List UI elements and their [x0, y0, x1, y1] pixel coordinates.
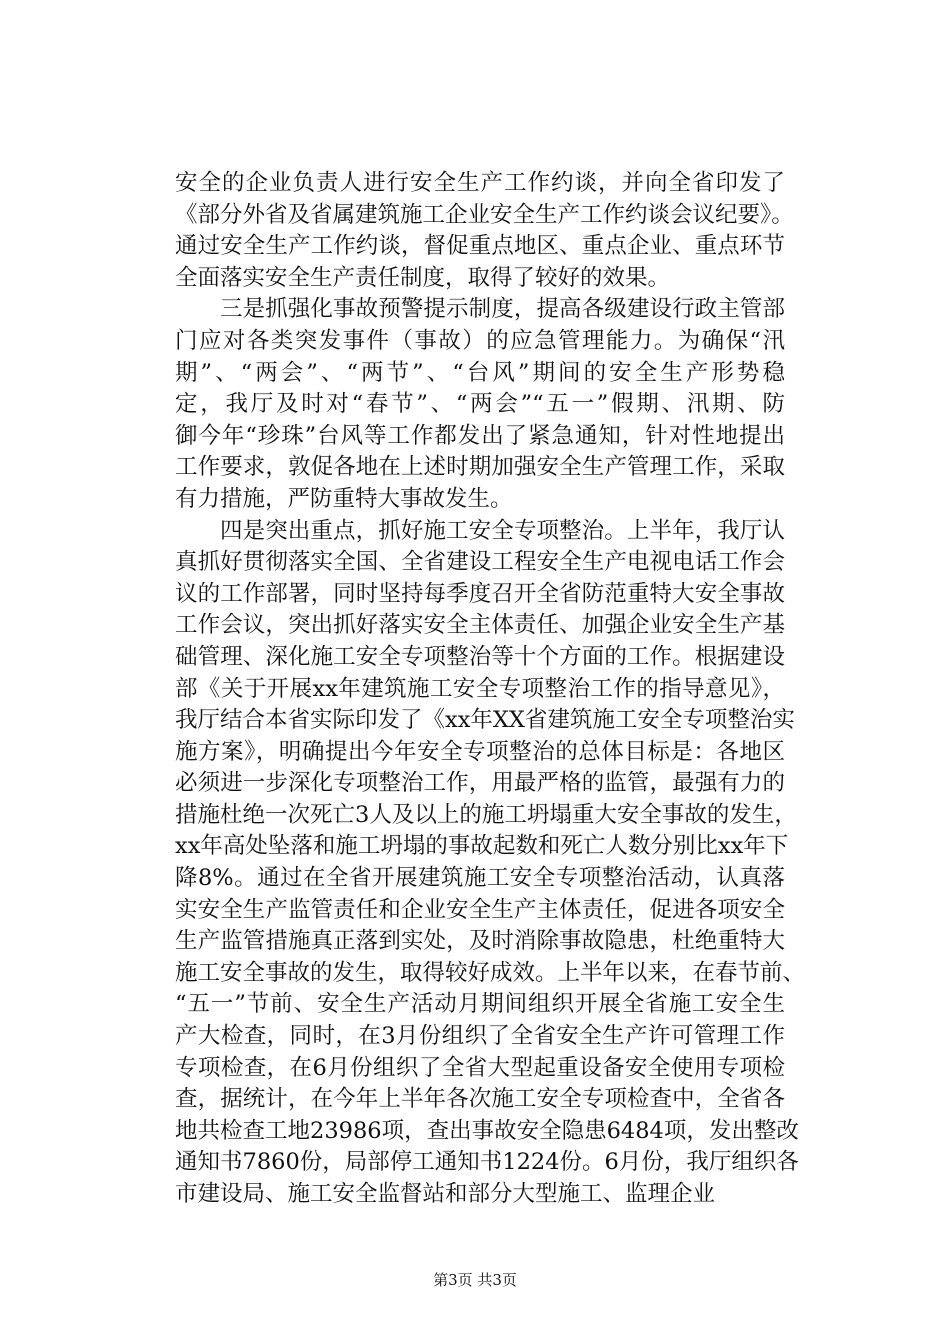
text-line: 御今年“珍珠”台风等工作都发出了紧急通知，针对性地提出 [175, 422, 785, 449]
text-line: 实安全生产监管责任和企业安全生产主体责任，促进各项安全 [175, 896, 785, 923]
text-line: “五一”节前、安全生产活动月期间组织开展全省施工安全生 [175, 991, 785, 1018]
text-line: 施工安全事故的发生，取得较好成效。上半年以来，在春节前、 [175, 959, 806, 986]
text-line: 专项检查，在6月份组织了全省大型起重设备安全使用专项检 [175, 1054, 785, 1081]
text-line: 降8%。通过在全省开展建筑施工安全专项整治活动，认真落 [175, 865, 785, 892]
text-line: 我厅结合本省实际印发了《xx年XX省建筑施工安全专项整治实 [175, 707, 795, 734]
paragraph-start-line: 三是抓强化事故预警提示制度，提高各级建设行政主管部 [220, 296, 785, 323]
text-line: 议的工作部署，同时坚持每季度召开全省防范重特大安全事故 [175, 580, 785, 607]
text-line: 全面落实安全生产责任制度，取得了较好的效果。 [175, 264, 671, 291]
text-line: 查，据统计，在今年上半年各次施工安全专项检查中，全省各 [175, 1086, 785, 1113]
text-line: 通知书7860份，局部停工通知书1224份。6月份，我厅组织各 [175, 1149, 799, 1176]
text-line: 门应对各类突发事件（事故）的应急管理能力。为确保“汛 [175, 327, 785, 354]
text-line: 有力措施，严防重特大事故发生。 [175, 485, 513, 512]
text-line: 通过安全生产工作约谈，督促重点地区、重点企业、重点环节 [175, 233, 785, 260]
text-line: 《部分外省及省属建筑施工企业安全生产工作约谈会议纪要》。 [175, 201, 794, 228]
text-line: 期”、“两会”、“两节”、“台风”期间的安全生产形势稳 [175, 359, 785, 386]
body-text [175, 168, 806, 1211]
page-number-footer: 第3页 共3页 [433, 1271, 517, 1289]
text-line: 工作会议，突出抓好落实安全主体责任、加强企业安全生产基 [175, 612, 785, 639]
text-line: 必须进一步深化专项整治工作，用最严格的监管，最强有力的 [175, 770, 785, 797]
text-line: 生产监管措施真正落到实处，及时消除事故隐患，杜绝重特大 [175, 928, 785, 955]
text-line: 产大检查，同时，在3月份组织了全省安全生产许可管理工作 [175, 1023, 785, 1050]
text-line: 工作要求，敦促各地在上述时期加强安全生产管理工作，采取 [175, 454, 785, 481]
text-line: 定，我厅及时对“春节”、“两会”“五一”假期、汛期、防 [175, 391, 785, 418]
text-line: 市建设局、施工安全监督站和部分大型施工、监理企业 [175, 1181, 716, 1207]
text-line: 真抓好贯彻落实全国、全省建设工程安全生产电视电话工作会 [175, 549, 785, 576]
text-line: 措施杜绝一次死亡3人及以上的施工坍塌重大安全事故的发生， [175, 801, 797, 828]
text-line: 安全的企业负责人进行安全生产工作约谈，并向全省印发了 [175, 170, 785, 196]
paragraph-start-line: 四是突出重点，抓好施工安全专项整治。上半年，我厅认 [220, 517, 785, 544]
text-line: 础管理、深化施工安全专项整治等十个方面的工作。根据建设 [175, 643, 785, 670]
text-line: xx年高处坠落和施工坍塌的事故起数和死亡人数分别比xx年下 [175, 833, 789, 860]
text-line: 地共检查工地23986项，查出事故安全隐患6484项，发出整改 [175, 1117, 799, 1144]
text-line: 施方案》，明确提出今年安全专项整治的总体目标是：各地区 [175, 738, 785, 765]
text-line: 部《关于开展xx年建筑施工安全专项整治工作的指导意见》， [175, 675, 785, 702]
